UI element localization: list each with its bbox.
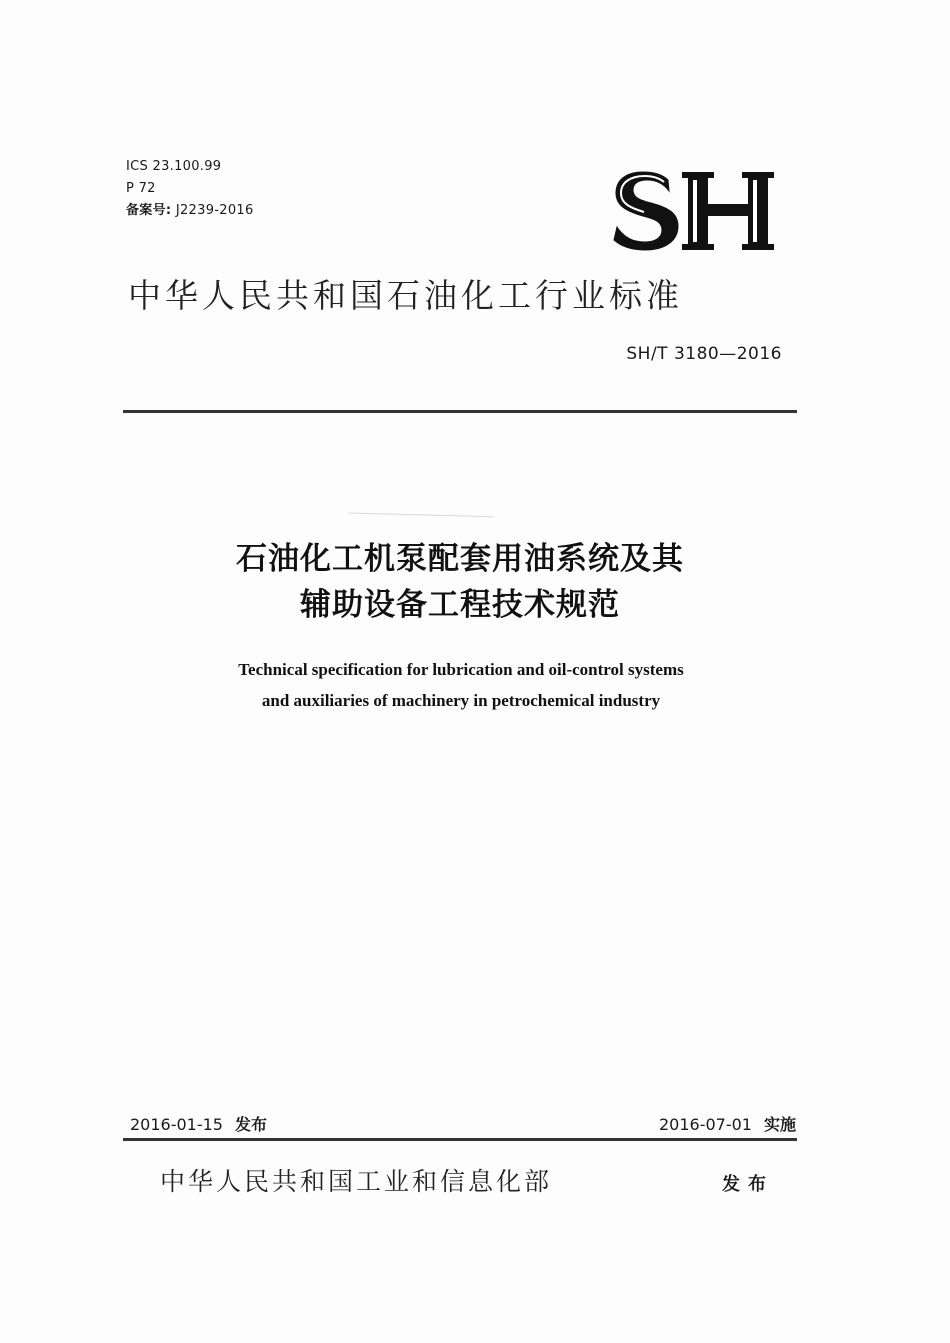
implement-label: 实施: [763, 1115, 796, 1134]
publisher-name: 中华人民共和国工业和信息化部: [160, 1167, 553, 1196]
standard-category-title: 中华人民共和国石油化工行业标准: [128, 276, 683, 315]
record-number: J2239-2016: [175, 203, 254, 218]
title-cn-line-2: 辅助设备工程技术规范: [300, 587, 620, 623]
document-title-en: [0, 654, 922, 716]
standard-number: SH/T 3180—2016: [626, 344, 782, 364]
publisher-action: 发布: [722, 1174, 774, 1195]
scan-smudge: [346, 506, 496, 520]
ccs-code: P 72: [126, 181, 156, 196]
implement-date-block: [659, 1112, 796, 1135]
ics-code: ICS 23.100.99: [126, 159, 222, 174]
title-en-line-1: Technical specification for lubrication and oil-control systems: [238, 660, 684, 679]
implement-date: 2016-07-01: [659, 1115, 752, 1134]
title-cn-line-1: 石油化工机泵配套用油系统及其: [236, 541, 684, 577]
top-divider: [123, 410, 797, 413]
issue-label: 发布: [234, 1115, 267, 1134]
record-label: 备案号:: [126, 203, 172, 218]
classification-block: [126, 156, 254, 222]
record-number-line: [126, 200, 254, 222]
bottom-divider: [123, 1138, 797, 1141]
title-en-line-2: and auxiliaries of machinery in petrochemical industry: [261, 691, 661, 710]
issue-date: 2016-01-15: [130, 1115, 223, 1134]
sh-logo: [610, 168, 780, 254]
issue-date-block: [130, 1112, 267, 1135]
document-title-cn: [0, 536, 920, 628]
